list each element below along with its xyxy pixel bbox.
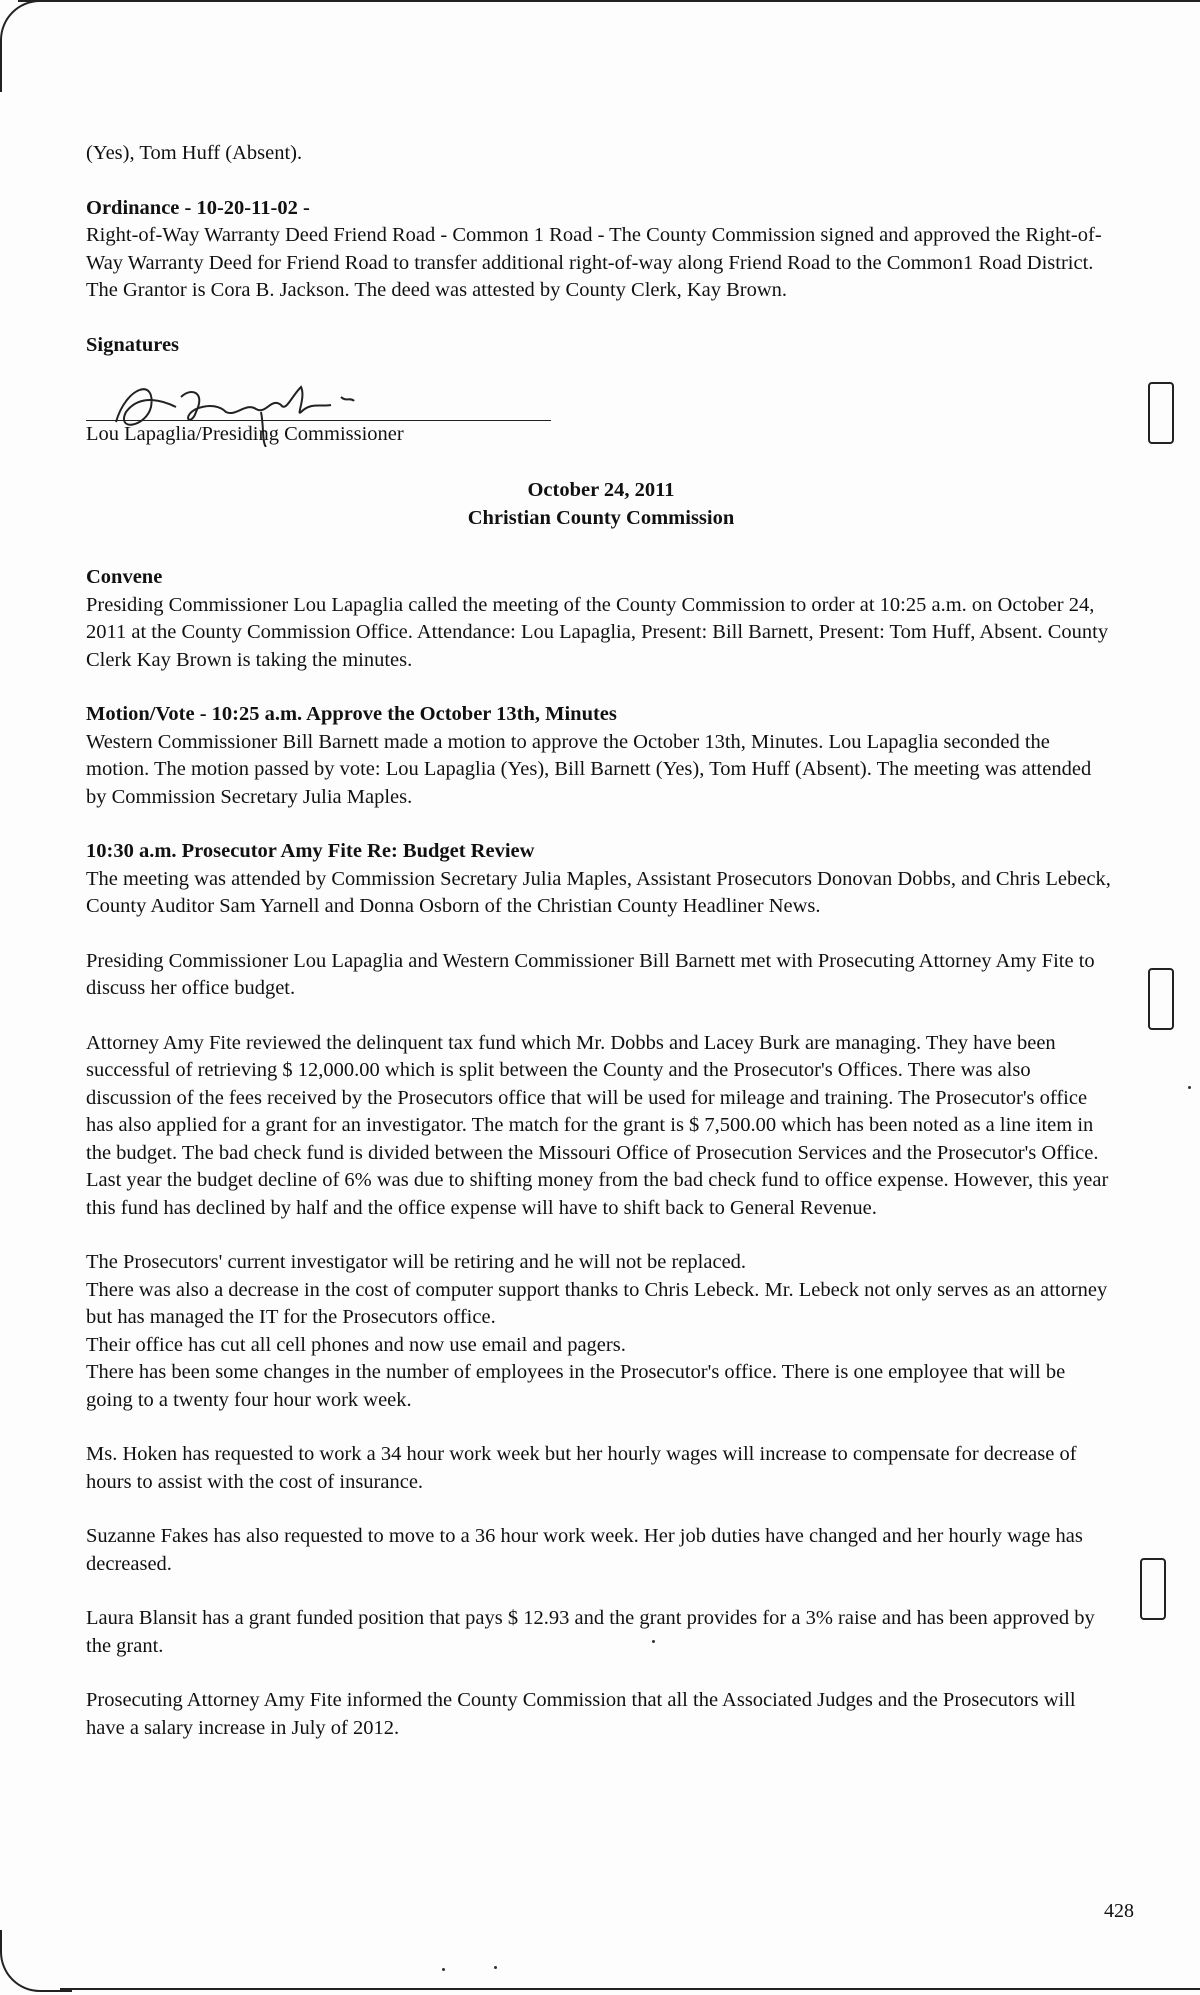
- paragraph-delinquent-tax: Attorney Amy Fite reviewed the delinquent tax fund which Mr. Dobbs and Lacey Burk are managing. They have been successful of retrieving $ 12,000.00 which is split between the County and the Prosecutor's Offices. There was also discussion of the fees received by the Prosecutors office that will be used for mileage and training. The Prosecutor's office has also applied for a grant for an investigator. The match for the grant is $ 7,500.00 which has been noted as a line item in the budget. The bad check fund is divided between the Missouri Office of Prosecution Services and the Prosecutor's Office. Last year the budget decline of 6% was due to shifting money from the bad check fund to office expense. However, this year this fund has declined by half and the office expense will have to shift back to General Revenue.: [86, 1031, 1109, 1219]
- signature-caption: Lou Lapaglia/Presiding Commissioner: [86, 423, 404, 445]
- paragraph-meeting-purpose: Presiding Commissioner Lou Lapaglia and Western Commissioner Bill Barnett met with Prosecuting Attorney Amy Fite to discuss her office budget.: [86, 949, 1095, 999]
- meeting-body-name: Christian County Commission: [467, 506, 735, 529]
- cell-phones-line: Their office has cut all cell phones and now use email and pagers.: [86, 1333, 626, 1356]
- convene-heading: Convene: [86, 566, 163, 588]
- signature-block: [86, 359, 1116, 459]
- convene-body: Presiding Commissioner Lou Lapaglia called the meeting of the County Commission to order at 10:25 a.m. on October 24, 2011 at the County Commission Office. Attendance: Lou Lapaglia, Present: Bill Barnett, Present: Tom Huff, Absent. County Clerk Kay Brown is taking the minutes.: [86, 593, 1109, 671]
- page-corner-bottom-left: [0, 1930, 72, 1992]
- motion-heading: Motion/Vote - 10:25 a.m. Approve the October 13th, Minutes: [86, 703, 617, 725]
- meeting-header: [86, 477, 1116, 532]
- page-edge-top: [18, 0, 1200, 2]
- scan-speck: [442, 1968, 445, 1971]
- investigator-line: The Prosecutors' current investigator will be retiring and he will not be replaced.: [86, 1251, 747, 1273]
- margin-box-mark: [1140, 1558, 1166, 1620]
- margin-box-mark: [1148, 968, 1174, 1030]
- computer-support-line: There was also a decrease in the cost of computer support thanks to Chris Lebeck. Mr. Lebeck not only serves as an attorney but has managed the IT for the Prosecutors office.: [86, 1278, 1108, 1328]
- motion-body: Western Commissioner Bill Barnett made a motion to approve the October 13th, Minutes. Lou Lapaglia seconded the motion. The motion passed by vote: Lou Lapaglia (Yes), Bill Barnett (Yes), Tom Huff (Absent). The meeting was attended by Commission Secretary Julia Maples.: [86, 730, 1092, 808]
- continuation-text: (Yes), Tom Huff (Absent).: [86, 142, 303, 164]
- signatures-heading: Signatures: [86, 333, 180, 356]
- ordinance-section: [86, 195, 1116, 305]
- paragraph-hoken: Ms. Hoken has requested to work a 34 hour work week but her hourly wages will increase to compensate for decrease of hours to assist with the cost of insurance.: [86, 1443, 1077, 1493]
- budget-review-section: [86, 838, 1116, 921]
- investigator-block: [86, 1249, 1116, 1414]
- employees-line: There has been some changes in the number of employees in the Prosecutor's office. There is one employee that will be going to a twenty four hour work week.: [86, 1361, 1066, 1411]
- budget-review-heading: 10:30 a.m. Prosecutor Amy Fite Re: Budget Review: [86, 840, 535, 862]
- page-edge-bottom: [60, 1988, 1200, 1990]
- paragraph-fakes: Suzanne Fakes has also requested to move to a 36 hour work week. Her job duties have changed and her hourly wage has decreased.: [86, 1525, 1083, 1575]
- ordinance-body: Right-of-Way Warranty Deed Friend Road - Common 1 Road - The County Commission signed and approved the Right-of-Way Warranty Deed for Friend Road to transfer additional right-of-way along Friend Road to the Common1 Road District. The Grantor is Cora B. Jackson. The deed was attested by County Clerk, Kay Brown.: [86, 224, 1102, 301]
- signatures-section: [86, 332, 1116, 460]
- motion-section: [86, 701, 1116, 811]
- margin-box-mark: [1148, 382, 1174, 444]
- paragraph-blansit: Laura Blansit has a grant funded position that pays $ 12.93 and the grant provides for a 3% raise and has been approved by the grant.: [86, 1607, 1095, 1657]
- document-body: [86, 140, 1116, 1769]
- page-corner-top-left: [0, 0, 42, 92]
- meeting-date: October 24, 2011: [527, 479, 675, 501]
- scan-speck: [652, 1640, 655, 1643]
- page-number: 428: [1104, 1900, 1134, 1922]
- budget-review-body: The meeting was attended by Commission Secretary Julia Maples, Assistant Prosecutors Donovan Dobbs, and Chris Lebeck, County Auditor Sam Yarnell and Donna Osborn of the Christian County Headliner News.: [86, 867, 1111, 917]
- scan-speck: [1188, 1086, 1191, 1089]
- paragraph-salary-increase: Prosecuting Attorney Amy Fite informed the County Commission that all the Associated Judges and the Prosecutors will have a salary increase in July of 2012.: [86, 1689, 1076, 1739]
- ordinance-heading: Ordinance - 10-20-11-02 -: [86, 196, 310, 219]
- convene-section: [86, 564, 1116, 674]
- scan-speck: [494, 1966, 497, 1969]
